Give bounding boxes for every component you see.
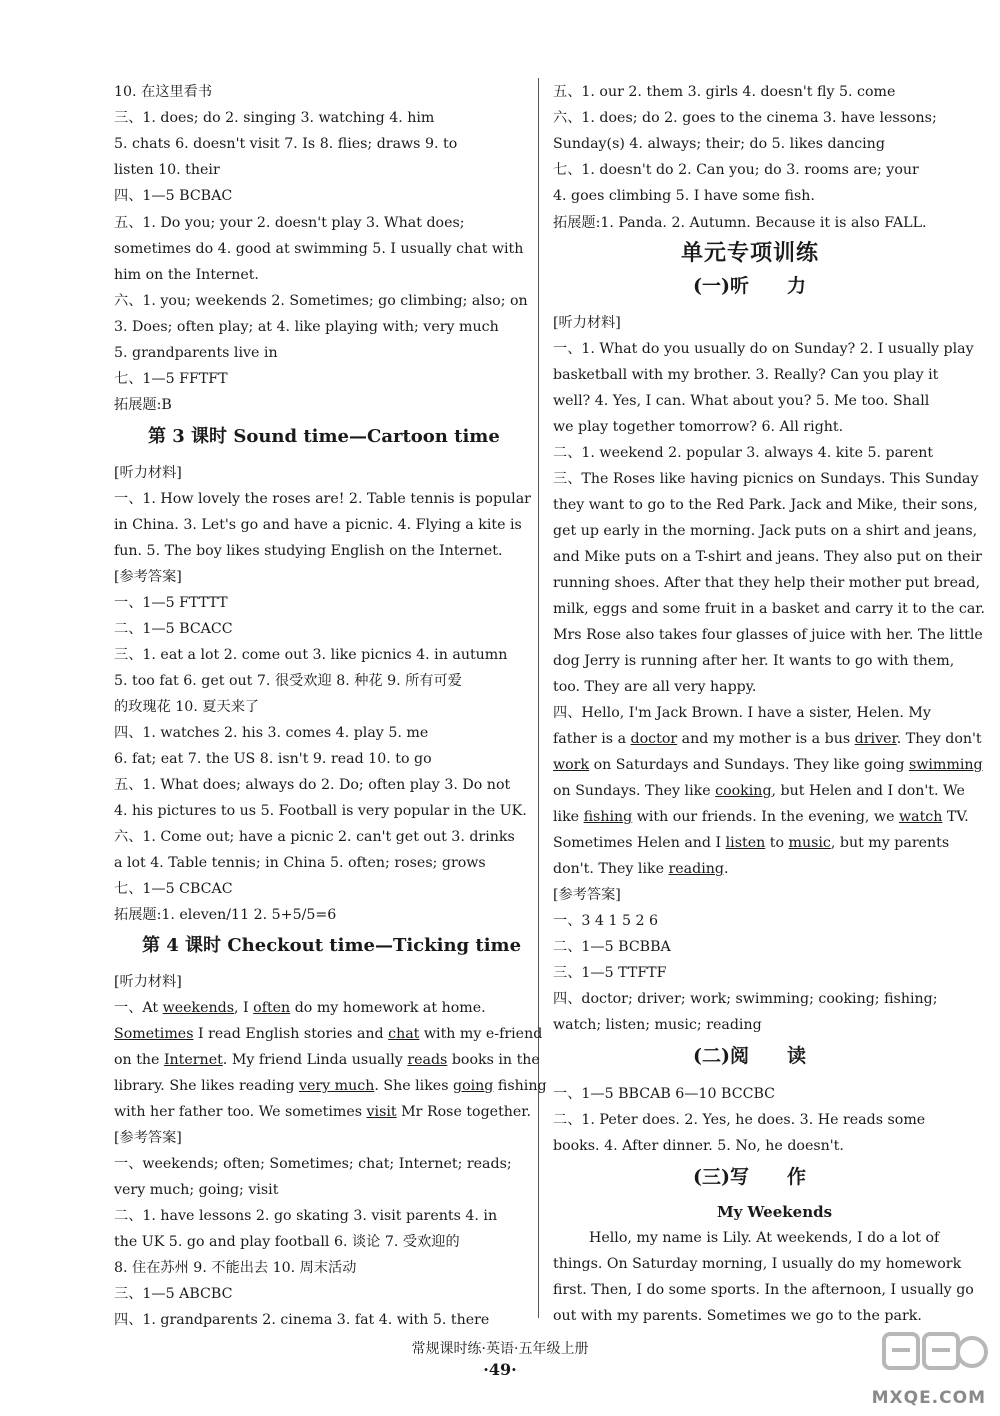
text-line: we play together tomorrow? 6. All right. (553, 419, 844, 435)
text-line: 七、1. doesn't do 2. Can you; do 3. rooms are; your (553, 162, 919, 178)
text-line: 4. his pictures to us 5. Football is very popular in the UK. (114, 803, 527, 819)
text-line: 四、Hello, I'm Jack Brown. I have a sister, Helen. My (553, 705, 931, 721)
text-line: 五、1. Do you; your 2. doesn't play 3. What does; (114, 215, 465, 231)
column-divider (538, 78, 539, 1318)
page-footer: 常规课时练·英语·五年级上册 (411, 1341, 589, 1357)
text-line: first. Then, I do some sports. In the afternoon, I usually go (553, 1282, 974, 1298)
page-number: ·49· (483, 1360, 517, 1379)
unit-training-heading: 单元专项训练 (681, 240, 820, 266)
text-line: with her father too. We sometimes visit Mr Rose together. (114, 1104, 532, 1120)
text-line: 一、At weekends, I often do my homework at home. (114, 1000, 486, 1016)
text-line: 六、1. does; do 2. goes to the cinema 3. have lessons; (553, 110, 937, 126)
text-line: 4. goes climbing 5. I have some fish. (553, 188, 815, 204)
text-line: 5. grandparents live in (114, 345, 278, 361)
text-line: don't. They like reading. (553, 861, 729, 877)
reading-heading: (二)阅 读 (693, 1045, 806, 1067)
text-line: [听力材料] (114, 974, 182, 990)
text-line: books. 4. After dinner. 5. No, he doesn't. (553, 1138, 844, 1154)
text-line: and Mike puts on a T-shirt and jeans. They also put on their (553, 549, 982, 565)
text-line: 五、1. What does; always do 2. Do; often play 3. Do not (114, 777, 511, 793)
text-line: too. They are all very happy. (553, 679, 757, 695)
text-line: 七、1—5 CBCAC (114, 881, 233, 897)
text-line: 四、1—5 BCBAC (114, 188, 233, 204)
text-line: they want to go to the Red Park. Jack and Mike, their sons, (553, 497, 978, 513)
essay-title: My Weekends (717, 1203, 833, 1221)
text-line: 8. 住在苏州 9. 不能出去 10. 周末活动 (114, 1260, 357, 1276)
text-line: [参考答案] (114, 1130, 182, 1146)
text-line: like fishing with our friends. In the evening, we watch TV. (553, 809, 969, 825)
text-line: Mrs Rose also takes four glasses of juice with her. The little (553, 627, 983, 643)
text-line: [听力材料] (114, 465, 182, 481)
text-line: 一、1—5 BBCAB 6—10 BCCBC (553, 1086, 775, 1102)
text-line: get up early in the morning. Jack puts on a shirt and jeans, (553, 523, 978, 539)
watermark-text: MXQE.COM (871, 1388, 986, 1408)
text-line: 二、1. have lessons 2. go skating 3. visit parents 4. in (114, 1208, 498, 1224)
writing-heading: (三)写 作 (693, 1166, 806, 1188)
text-line: 三、1. does; do 2. singing 3. watching 4. him (114, 110, 435, 126)
text-line: work on Saturdays and Sundays. They like going swimming (553, 757, 983, 773)
text-line: 四、1. grandparents 2. cinema 3. fat 4. with 5. there (114, 1312, 490, 1328)
text-line: 一、3 4 1 5 2 6 (553, 913, 659, 929)
text-line: out with my parents. Sometimes we go to the park. (553, 1308, 922, 1324)
text-line: a lot 4. Table tennis; in China 5. often; roses; grows (114, 855, 486, 871)
text-line: 六、1. you; weekends 2. Sometimes; go climbing; also; on (114, 293, 528, 309)
text-line: 二、1. weekend 2. popular 3. always 4. kite 5. parent (553, 445, 934, 461)
text-line: [听力材料] (553, 315, 621, 331)
text-line: in China. 3. Let's go and have a picnic. 4. Flying a kite is (114, 517, 522, 533)
text-line: 三、1—5 ABCBC (114, 1286, 233, 1302)
text-line: library. She likes reading very much. She likes going fishing (114, 1078, 547, 1094)
text-line: [参考答案] (553, 887, 621, 903)
text-line: 二、1—5 BCACC (114, 621, 233, 637)
text-line: 一、1—5 FTTTT (114, 595, 228, 611)
text-line: father is a doctor and my mother is a bus driver. They don't (553, 731, 982, 747)
text-line: 拓展题:B (114, 397, 172, 413)
text-line: Sometimes I read English stories and chat with my e-friend (114, 1026, 543, 1042)
lesson-4-heading: 第 4 课时 Checkout time—Ticking time (142, 935, 522, 956)
text-line: 5. too fat 6. get out 7. 很受欢迎 8. 种花 9. 所有可爱 (114, 673, 462, 689)
text-line: 七、1—5 FFTFT (114, 371, 228, 387)
text-line: basketball with my brother. 3. Really? Can you play it (553, 367, 939, 383)
text-line: Sunday(s) 4. always; their; do 5. likes dancing (553, 136, 885, 152)
text-line: the UK 5. go and play football 6. 谈论 7. 受欢迎的 (114, 1234, 460, 1250)
listening-heading: (一)听 力 (693, 275, 806, 297)
text-line: 五、1. our 2. them 3. girls 4. doesn't fly 5. come (553, 84, 896, 100)
text-line: running shoes. After that they help their mother put bread, (553, 575, 981, 591)
text-line: him on the Internet. (114, 267, 259, 283)
text-line: milk, eggs and some fruit in a basket and carry it to the car. (553, 601, 986, 617)
text-line: listen 10. their (114, 162, 220, 178)
text-line: 六、1. Come out; have a picnic 2. can't get out 3. drinks (114, 829, 515, 845)
text-line: 3. Does; often play; at 4. like playing with; very much (114, 319, 499, 335)
text-line: 一、1. What do you usually do on Sunday? 2. I usually play (553, 341, 974, 357)
text-line: fun. 5. The boy likes studying English on the Internet. (114, 543, 503, 559)
text-line: well? 4. Yes, I can. What about you? 5. Me too. Shall (553, 393, 930, 409)
text-line: 6. fat; eat 7. the US 8. isn't 9. read 10. to go (114, 751, 432, 767)
text-line: 10. 在这里看书 (114, 84, 213, 100)
text-line: 三、1—5 TTFTF (553, 965, 667, 981)
text-line: 5. chats 6. doesn't visit 7. Is 8. flies; draws 9. to (114, 136, 458, 152)
text-line: on the Internet. My friend Linda usually reads books in the (114, 1052, 540, 1068)
text-line: Hello, my name is Lily. At weekends, I do a lot of (589, 1230, 940, 1246)
text-line: watch; listen; music; reading (553, 1017, 762, 1033)
text-line: 四、doctor; driver; work; swimming; cooking; fishing; (553, 991, 938, 1007)
text-line: 一、weekends; often; Sometimes; chat; Internet; reads; (114, 1156, 512, 1172)
text-line: 的玫瑰花 10. 夏天来了 (114, 699, 260, 715)
text-line: dog Jerry is running after her. It wants to go with them, (553, 653, 955, 669)
text-line: on Sundays. They like cooking, but Helen and I don't. We (553, 783, 965, 799)
lesson-3-heading: 第 3 课时 Sound time—Cartoon time (148, 426, 500, 447)
text-line: sometimes do 4. good at swimming 5. I usually chat with (114, 241, 524, 257)
text-line: things. On Saturday morning, I usually do my homework (553, 1256, 962, 1272)
text-line: 三、1. eat a lot 2. come out 3. like picnics 4. in autumn (114, 647, 508, 663)
text-line: 拓展题:1. eleven/11 2. 5+5/5=6 (114, 907, 337, 923)
text-line: Sometimes Helen and I listen to music, but my parents (553, 835, 950, 851)
text-line: 二、1—5 BCBBA (553, 939, 671, 955)
text-line: [参考答案] (114, 569, 182, 585)
text-line: 拓展题:1. Panda. 2. Autumn. Because it is also FALL. (553, 215, 927, 231)
text-line: 二、1. Peter does. 2. Yes, he does. 3. He reads some (553, 1112, 926, 1128)
text-line: 四、1. watches 2. his 3. comes 4. play 5. me (114, 725, 429, 741)
text-line: very much; going; visit (114, 1182, 279, 1198)
text-line: 一、1. How lovely the roses are! 2. Table tennis is popular (114, 491, 531, 507)
text-line: 三、The Roses like having picnics on Sundays. This Sunday (553, 471, 979, 487)
